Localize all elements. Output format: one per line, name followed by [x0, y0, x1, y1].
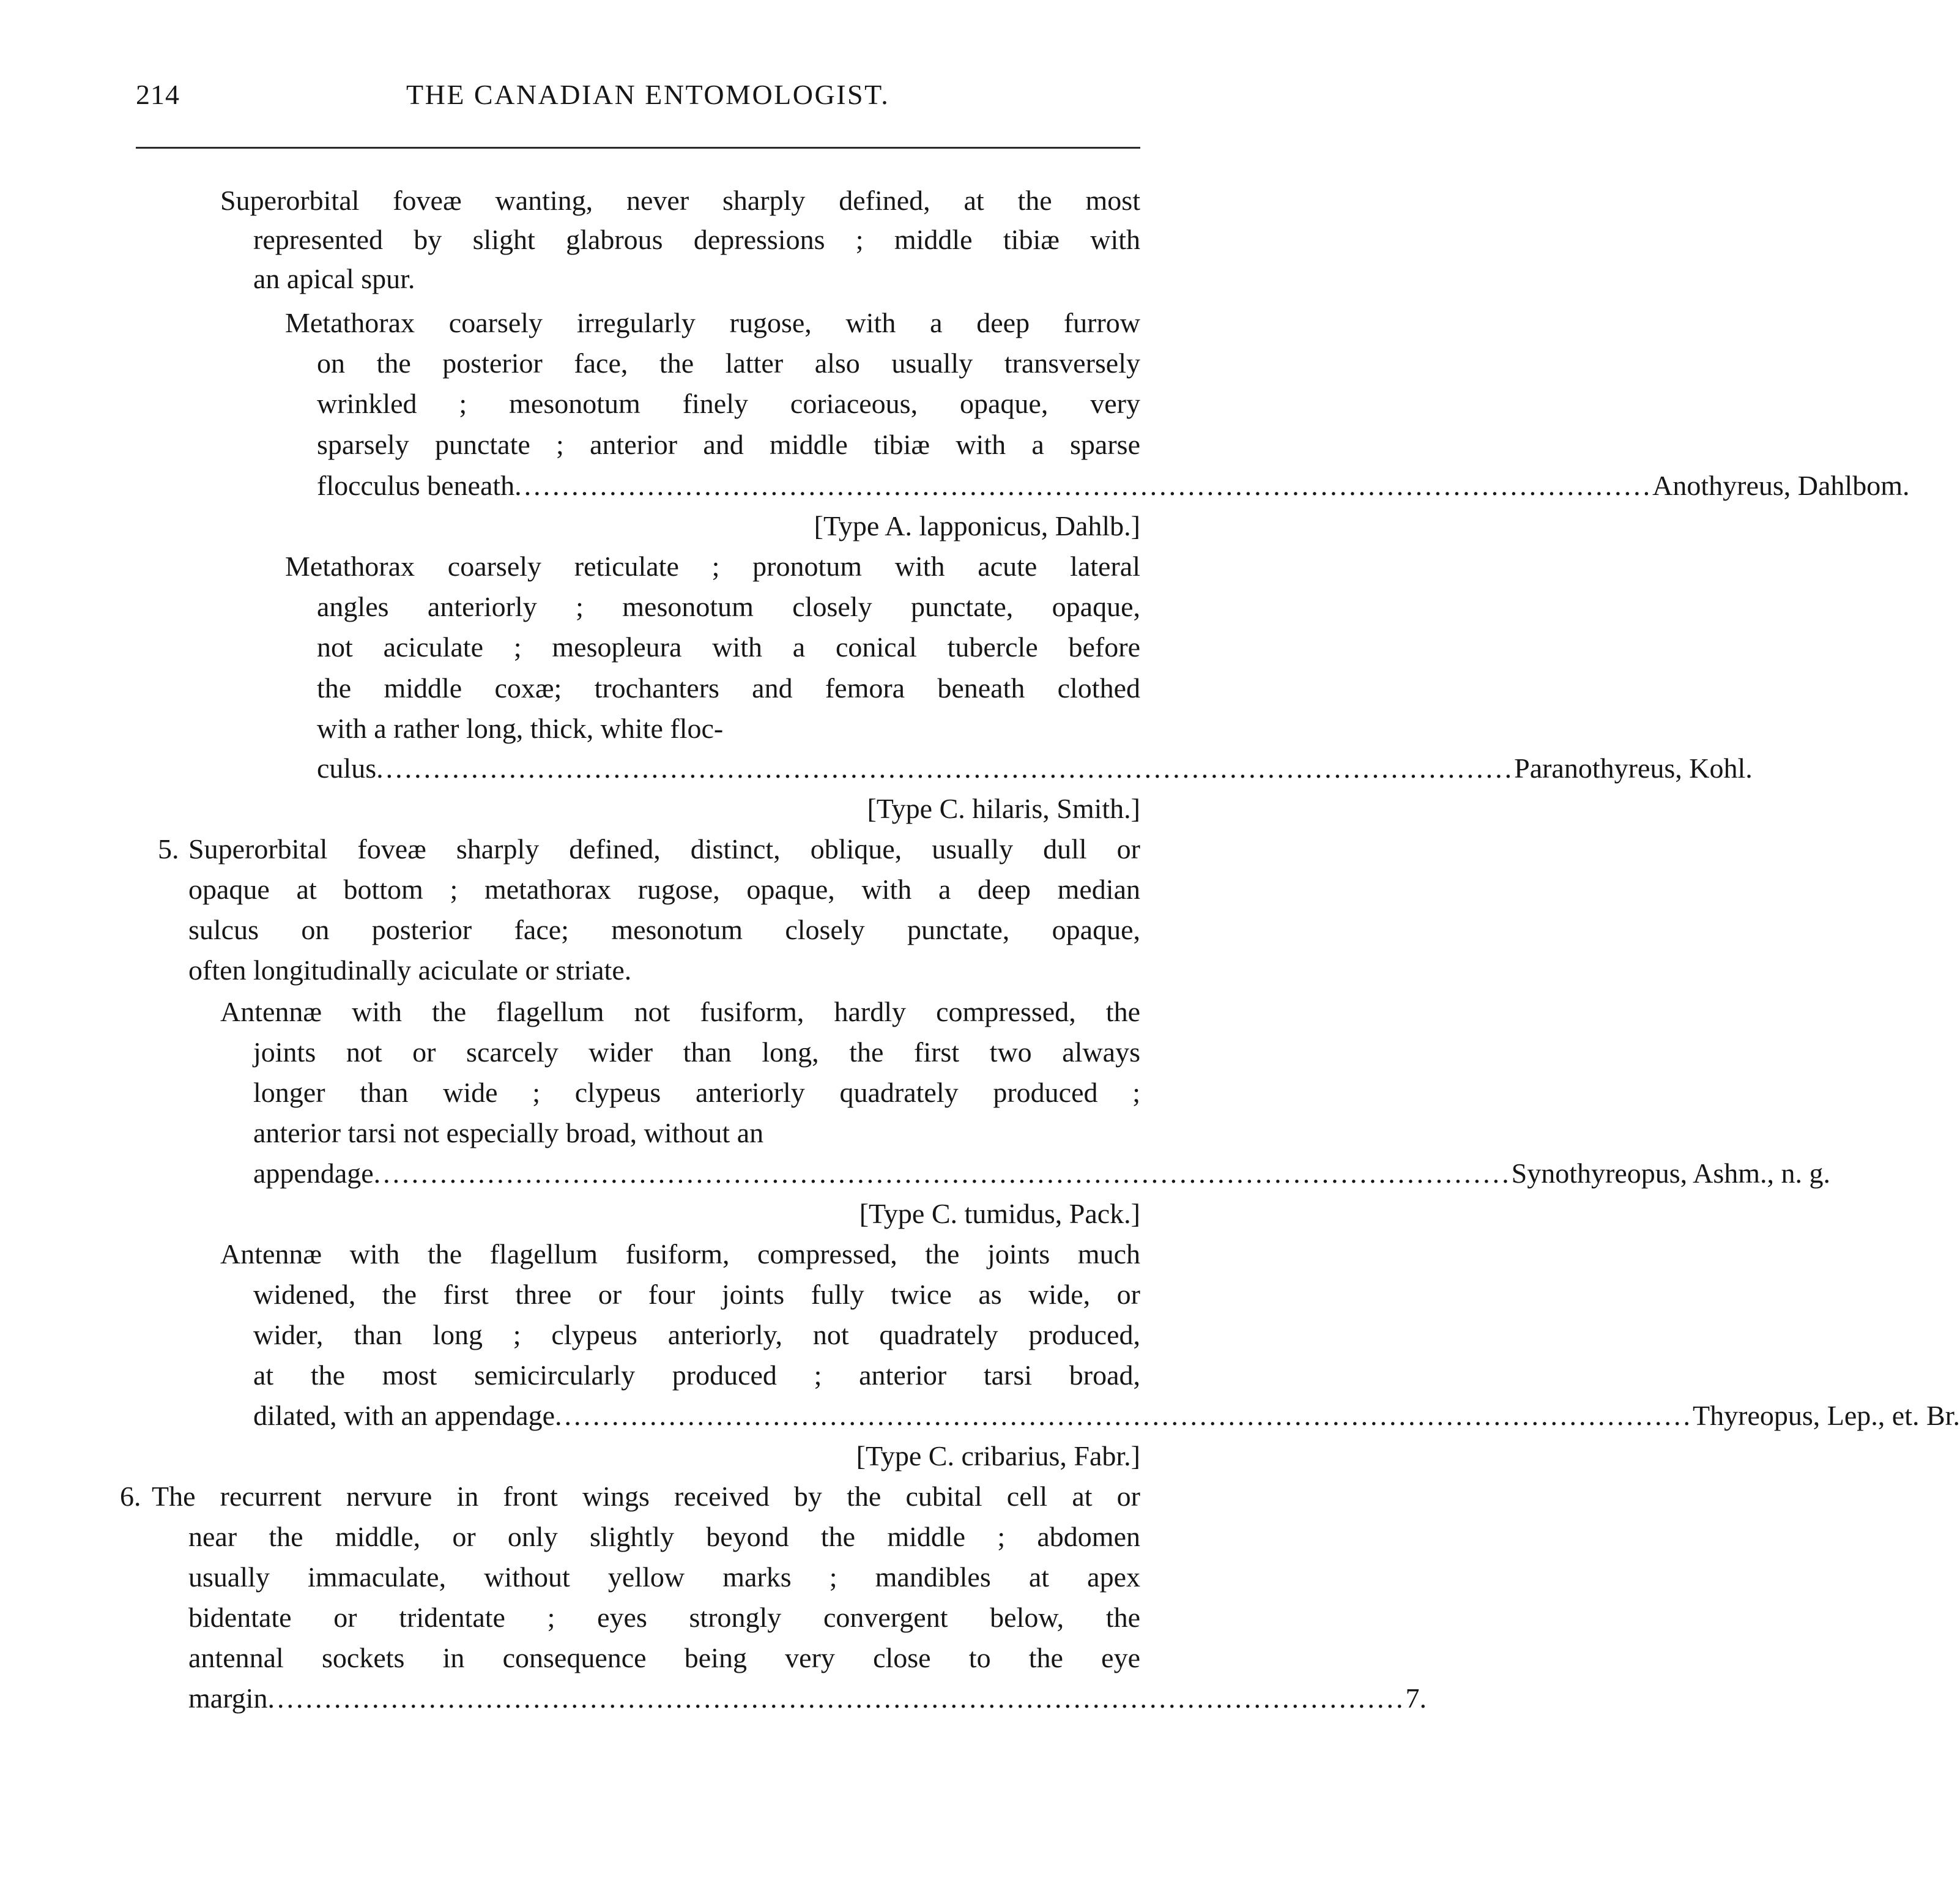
text-line: Superorbital foveæ wanting, never sharply defined, at the most [220, 185, 1140, 216]
text-line: longer than wide ; clypeus anteriorly quadrately produced ; [253, 1077, 1140, 1108]
leader-text: flocculus beneath [317, 470, 515, 501]
text-line: on the posterior face, the latter also usually transversely [317, 348, 1140, 379]
leader-text: appendage [253, 1158, 374, 1189]
leader-line [253, 1155, 1831, 1195]
text-line: opaque at bottom ; metathorax rugose, opaque, with a deep median [188, 874, 1140, 905]
text-line: angles anteriorly ; mesonotum closely punctate, opaque, [317, 591, 1140, 622]
text-line: an apical spur. [253, 263, 415, 294]
text-line: widened, the first three or four joints fully twice as wide, or [253, 1279, 1140, 1310]
text-line: Antennæ with the flagellum fusiform, compressed, the joints much [220, 1238, 1140, 1270]
header-rule [136, 147, 1140, 149]
page-number: 214 [136, 79, 180, 110]
couplet-number: 5. [158, 833, 179, 865]
text-line: Superorbital foveæ sharply defined, distinct, oblique, usually dull or [188, 833, 1140, 865]
text-line: usually immaculate, without yellow marks ; mandibles at apex [188, 1561, 1140, 1593]
text-line: wider, than long ; clypeus anteriorly, not quadrately produced, [253, 1319, 1140, 1350]
text-line: often longitudinally aciculate or striate. [188, 954, 632, 986]
text-line: sparsely punctate ; anterior and middle tibiæ with a sparse [317, 429, 1140, 460]
text-line: Metathorax coarsely reticulate ; pronotum with acute lateral [285, 551, 1140, 582]
genus-name: Anothyreus, Dahlbom. [1652, 470, 1910, 501]
text-line: at the most semicircularly produced ; anterior tarsi broad, [253, 1359, 1140, 1391]
text-line: near the middle, or only slightly beyond the middle ; abdomen [188, 1521, 1140, 1552]
text-line: joints not or scarcely wider than long, the first two always [253, 1036, 1140, 1068]
text-line: not aciculate ; mesopleura with a conical tubercle before [317, 631, 1140, 663]
leader-dots: ........................................................................................................................ [555, 1400, 1693, 1431]
text-line: wrinkled ; mesonotum finely coriaceous, opaque, very [317, 388, 1140, 419]
leader-line [253, 1397, 1960, 1437]
text-line: anterior tarsi not especially broad, without an [253, 1117, 764, 1148]
leader-dots: ........................................................................................................................ [267, 1683, 1406, 1714]
leader-dots: ........................................................................................................................ [373, 1158, 1512, 1189]
type-species: [Type C. cribarius, Fabr.] [856, 1440, 1140, 1471]
leader-text: dilated, with an appendage [253, 1400, 555, 1431]
type-species: [Type A. lapponicus, Dahlb.] [814, 510, 1140, 541]
text-line: bidentate or tridentate ; eyes strongly convergent below, the [188, 1602, 1140, 1633]
genus-name: Thyreopus, Lep., et. Br. [1693, 1400, 1960, 1431]
couplet-number: 6. [120, 1481, 141, 1512]
leader-dots: ........................................................................................................................ [514, 470, 1653, 501]
leader-line [317, 749, 1753, 790]
text-line: The recurrent nervure in front wings received by the cubital cell at or [152, 1481, 1140, 1512]
text-line: Antennæ with the flagellum not fusiform, hardly compressed, the [220, 996, 1140, 1027]
genus-name: Synothyreopus, Ashm., n. g. [1511, 1158, 1831, 1189]
type-species: [Type C. hilaris, Smith.] [867, 793, 1140, 824]
text-line: sulcus on posterior face; mesonotum closely punctate, opaque, [188, 914, 1140, 945]
text-line: the middle coxæ; trochanters and femora beneath clothed [317, 672, 1140, 704]
text-line: antennal sockets in consequence being very close to the eye [188, 1642, 1140, 1673]
leader-dots: ........................................................................................................................ [376, 753, 1515, 784]
leader-text: margin [188, 1683, 268, 1714]
leader-line [317, 467, 1910, 507]
leader-line [188, 1679, 1427, 1720]
text-line: with a rather long, thick, white floc- [317, 713, 724, 744]
type-species: [Type C. tumidus, Pack.] [859, 1198, 1140, 1229]
couplet-reference: 7. [1405, 1683, 1427, 1714]
journal-title: THE CANADIAN ENTOMOLOGIST. [406, 79, 890, 110]
genus-name: Paranothyreus, Kohl. [1514, 753, 1753, 784]
leader-text: culus [317, 753, 377, 784]
text-line: represented by slight glabrous depressions ; middle tibiæ with [253, 224, 1140, 255]
text-line: Metathorax coarsely irregularly rugose, with a deep furrow [285, 307, 1140, 338]
